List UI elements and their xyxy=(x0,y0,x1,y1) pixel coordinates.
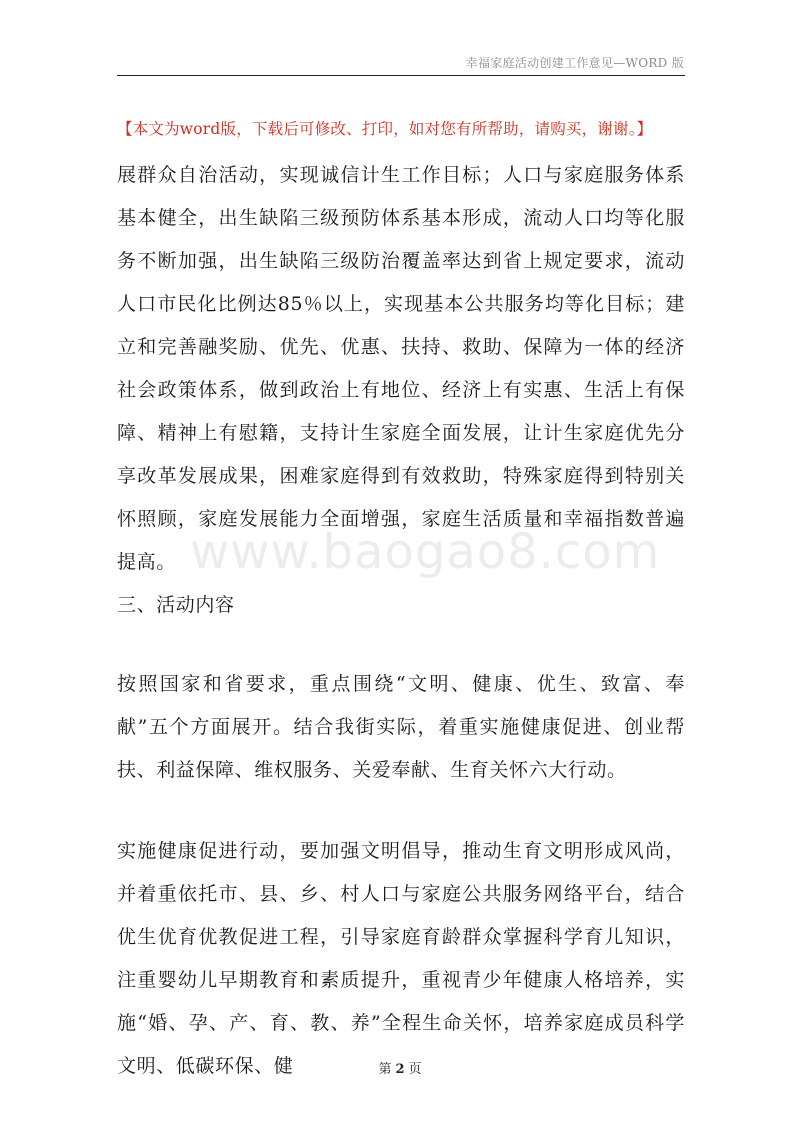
body-paragraph-2: 按照国家和省要求，重点围绕“文明、健康、优生、致富、奉献”五个方面展开。结合我街实际，着重实施健康促进、创业帮扶、利益保障、维权服务、关爱奉献、生育关怀六大行动。 xyxy=(117,673,685,781)
footer-prefix: 第 xyxy=(378,1062,392,1077)
running-header: 幸福家庭活动创建工作意见—WORD 版 xyxy=(465,56,684,70)
body-paragraph-3: 实施健康促进行动，要加强文明倡导，推动生育文明形成风尚，并着重依托市、县、乡、村人口与家庭公共服务网络平台，结合优生优育优教促进工程，引导家庭育龄群众掌握科学育儿知识，注重婴幼儿早期教育和素质提升，重视青少年健康人格培养，实施“婚、孕、产、育、教、养”全程生命关怀，培养家庭成员科学文明、低碳环保、健 xyxy=(117,840,685,1077)
download-notice: 【本文为word版，下载后可修改、打印，如对您有所帮助，请购买，谢谢。】 xyxy=(117,120,653,138)
page-number: 2 xyxy=(395,1062,405,1077)
header-rule xyxy=(117,75,685,76)
watermark: www.baogao8.com xyxy=(190,524,661,580)
body-paragraph-1: 展群众自治活动，实现诚信计生工作目标；人口与家庭服务体系基本健全，出生缺陷三级预防体系基本形成，流动人口均等化服务不断加强，出生缺陷三级防治覆盖率达到省上规定要求，流动人口市民化比例达85％以上，实现基本公共服务均等化目标；建立和完善融奖励、优先、优惠、扶持、救助、保障为一体的经济社会政策体系，做到政治上有地位、经济上有实惠、生活上有保障、精神上有慰籍，支持计生家庭全面发展，让计生家庭优先分享改革发展成果，困难家庭得到有效救助，特殊家庭得到特别关怀照顾，家庭发展能力全面增强，家庭生活质量和幸福指数普遍提高。 xyxy=(117,164,685,573)
section-heading: 三、活动内容 xyxy=(117,594,235,616)
page-footer xyxy=(0,1058,800,1077)
footer-suffix: 页 xyxy=(408,1062,422,1077)
